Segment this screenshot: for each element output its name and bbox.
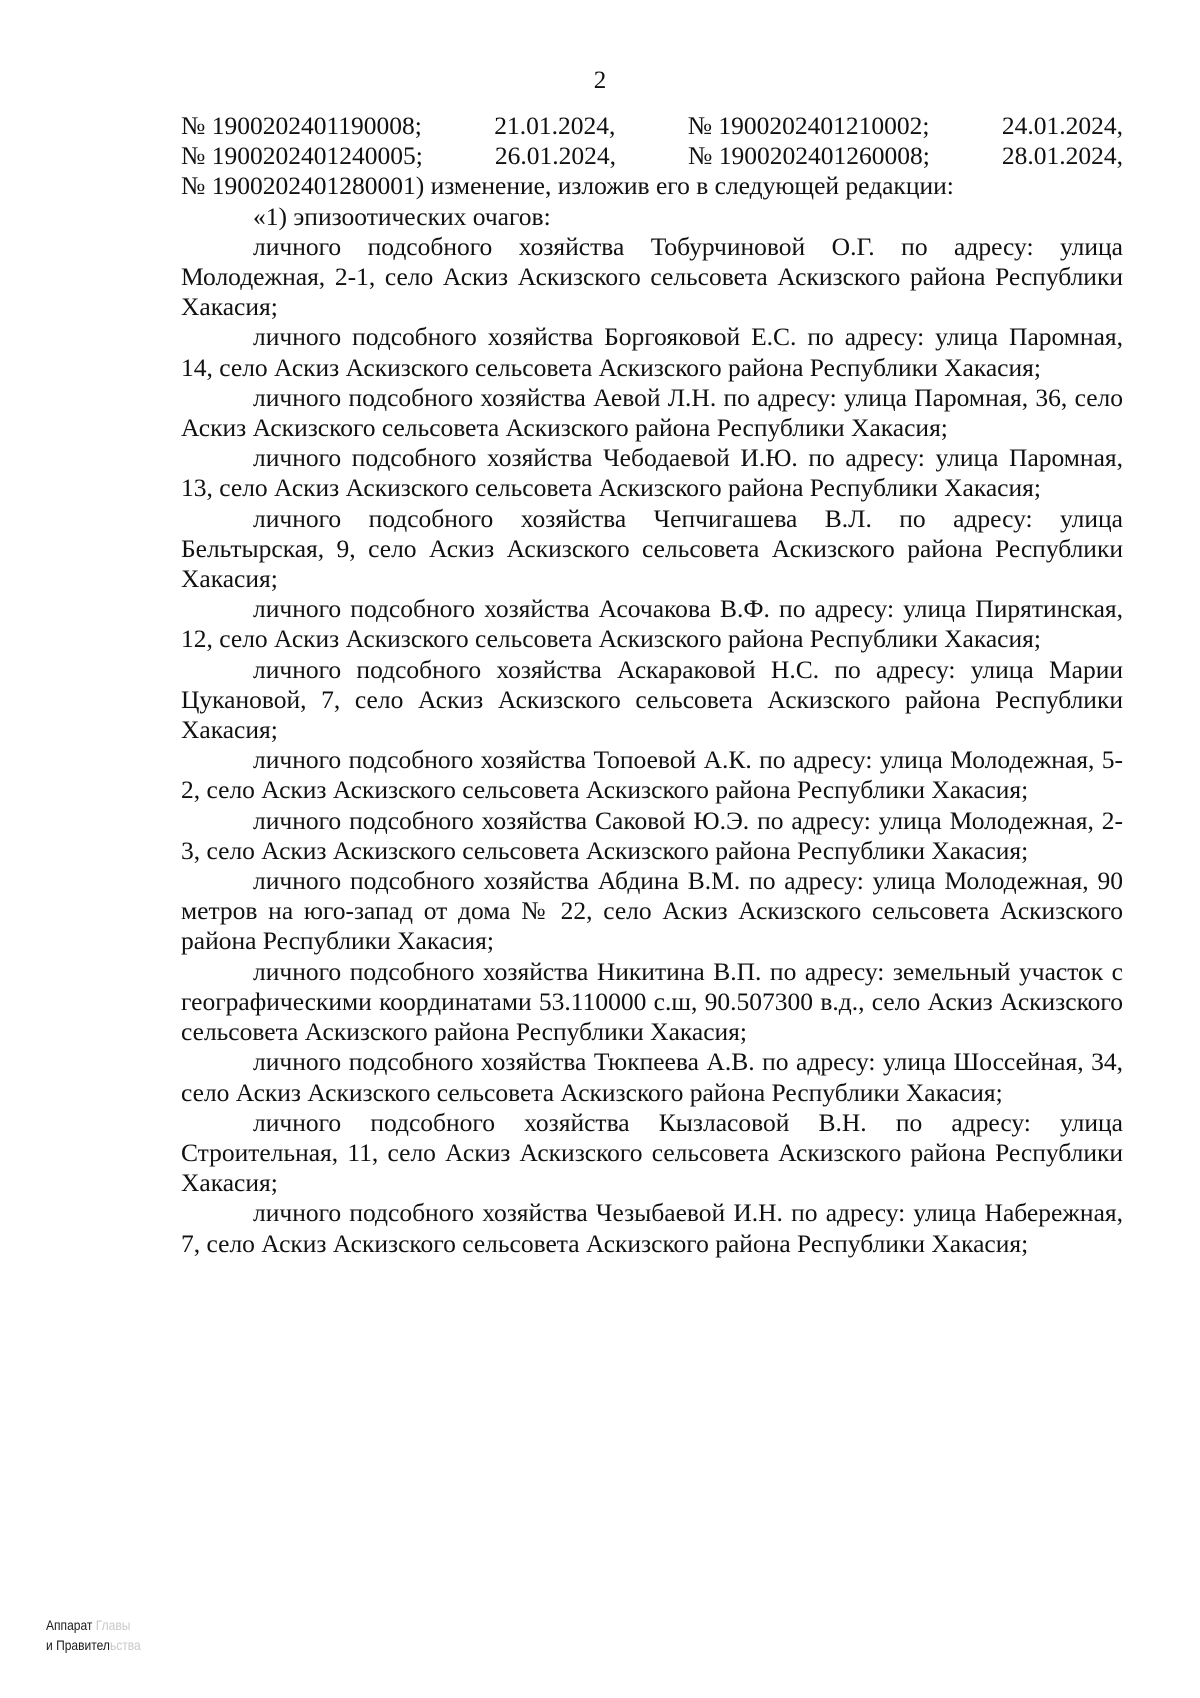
registry-row-1 <box>181 111 1123 141</box>
registry-row-3: № 1900202401280001) изменение, изложив его в следующей редакции: <box>181 171 954 201</box>
registry-date: 28.01.2024, <box>1001 141 1123 171</box>
focus-paragraph: личного подсобного хозяйства Аевой Л.Н. по адресу: улица Паромная, 36, село Аскиз Аскизского сельсовета Аскизского района Республики Хакасия; <box>181 382 1123 443</box>
focus-paragraph: личного подсобного хозяйства Топоевой А.К. по адресу: улица Молодежная, 5-2, село Аскиз Аскизского сельсовета Аскизского района Республики Хакасия; <box>181 745 1123 805</box>
registry-number: № 1900202401240005; <box>181 141 423 171</box>
focus-paragraph: личного подсобного хозяйства Чебодаевой И.Ю. по адресу: улица Паромная, 13, село Аскиз Аскизского сельсовета Аскизского района Республики Хакасия; <box>181 443 1123 503</box>
focus-paragraph: личного подсобного хозяйства Кызласовой В.Н. по адресу: улица Строительная, 11, село Аскиз Аскизского сельсовета Аскизского района Республики Хакасия; <box>181 1107 1123 1198</box>
document-body <box>181 111 1123 1259</box>
footer-line: и Правительства <box>46 1637 141 1653</box>
focus-paragraph: личного подсобного хозяйства Боргояковой Е.С. по адресу: улица Паромная, 14, село Аскиз Аскизского сельсовета Аскизского района Республики Хакасия; <box>181 322 1123 382</box>
focus-paragraph: личного подсобного хозяйства Абдина В.М. по адресу: улица Молодежная, 90 метров на юго-запад от дома № 22, село Аскиз Аскизского сельсовета Аскизского района Республики Хакасия; <box>181 866 1123 956</box>
registry-number: № 1900202401260008; <box>688 141 930 171</box>
registry-number: № 1900202401190008; <box>181 111 422 140</box>
focus-paragraph: личного подсобного хозяйства Никитина В.П. по адресу: земельный участок с географическими координатами 53.110000 с.ш, 90.507300 в.д., село Аскиз Аскизского сельсовета Аскизского района Республики Хакасия; <box>181 956 1123 1047</box>
focus-paragraph: личного подсобного хозяйства Аскараковой Н.С. по адресу: улица Марии Цукановой, 7, село Аскиз Аскизского сельсовета Аскизского района Республики Хакасия; <box>181 654 1123 745</box>
page-number: 2 <box>593 67 607 94</box>
focus-paragraph: личного подсобного хозяйства Тюкпеева А.В. по адресу: улица Шоссейная, 34, село Аскиз Аскизского сельсовета Аскизского района Республики Хакасия; <box>181 1047 1123 1107</box>
focus-paragraph: личного подсобного хозяйства Чезыбаевой И.Н. по адресу: улица Набережная, 7, село Аскиз Аскизского сельсовета Аскизского района Республики Хакасия; <box>181 1198 1123 1258</box>
footer-stamp <box>46 1615 141 1655</box>
focus-paragraph: личного подсобного хозяйства Чепчигашева В.Л. по адресу: улица Бельтырская, 9, село Аскиз Аскизского сельсовета Аскизского района Республики Хакасия; <box>181 503 1123 594</box>
registry-date: 21.01.2024, <box>494 111 616 140</box>
focus-paragraph: личного подсобного хозяйства Асочакова В.Ф. по адресу: улица Пирятинская, 12, село Аскиз Аскизского сельсовета Аскизского района Республики Хакасия; <box>181 594 1123 654</box>
registry-number: № 1900202401210002; <box>687 111 930 140</box>
footer-line: Аппарат Главы <box>46 1617 131 1633</box>
focus-paragraph: личного подсобного хозяйства Тобурчиновой О.Г. по адресу: улица Молодежная, 2-1, село Аскиз Аскизского сельсовета Аскизского района Республики Хакасия; <box>181 231 1123 322</box>
registry-row-2 <box>181 141 1123 171</box>
section-heading: «1) эпизоотических очагов: <box>253 201 551 231</box>
focus-paragraph: личного подсобного хозяйства Саковой Ю.Э. по адресу: улица Молодежная, 2-3, село Аскиз Аскизского сельсовета Аскизского района Республики Хакасия; <box>181 805 1123 865</box>
registry-date: 24.01.2024, <box>1001 111 1123 140</box>
registry-date: 26.01.2024, <box>494 141 616 171</box>
